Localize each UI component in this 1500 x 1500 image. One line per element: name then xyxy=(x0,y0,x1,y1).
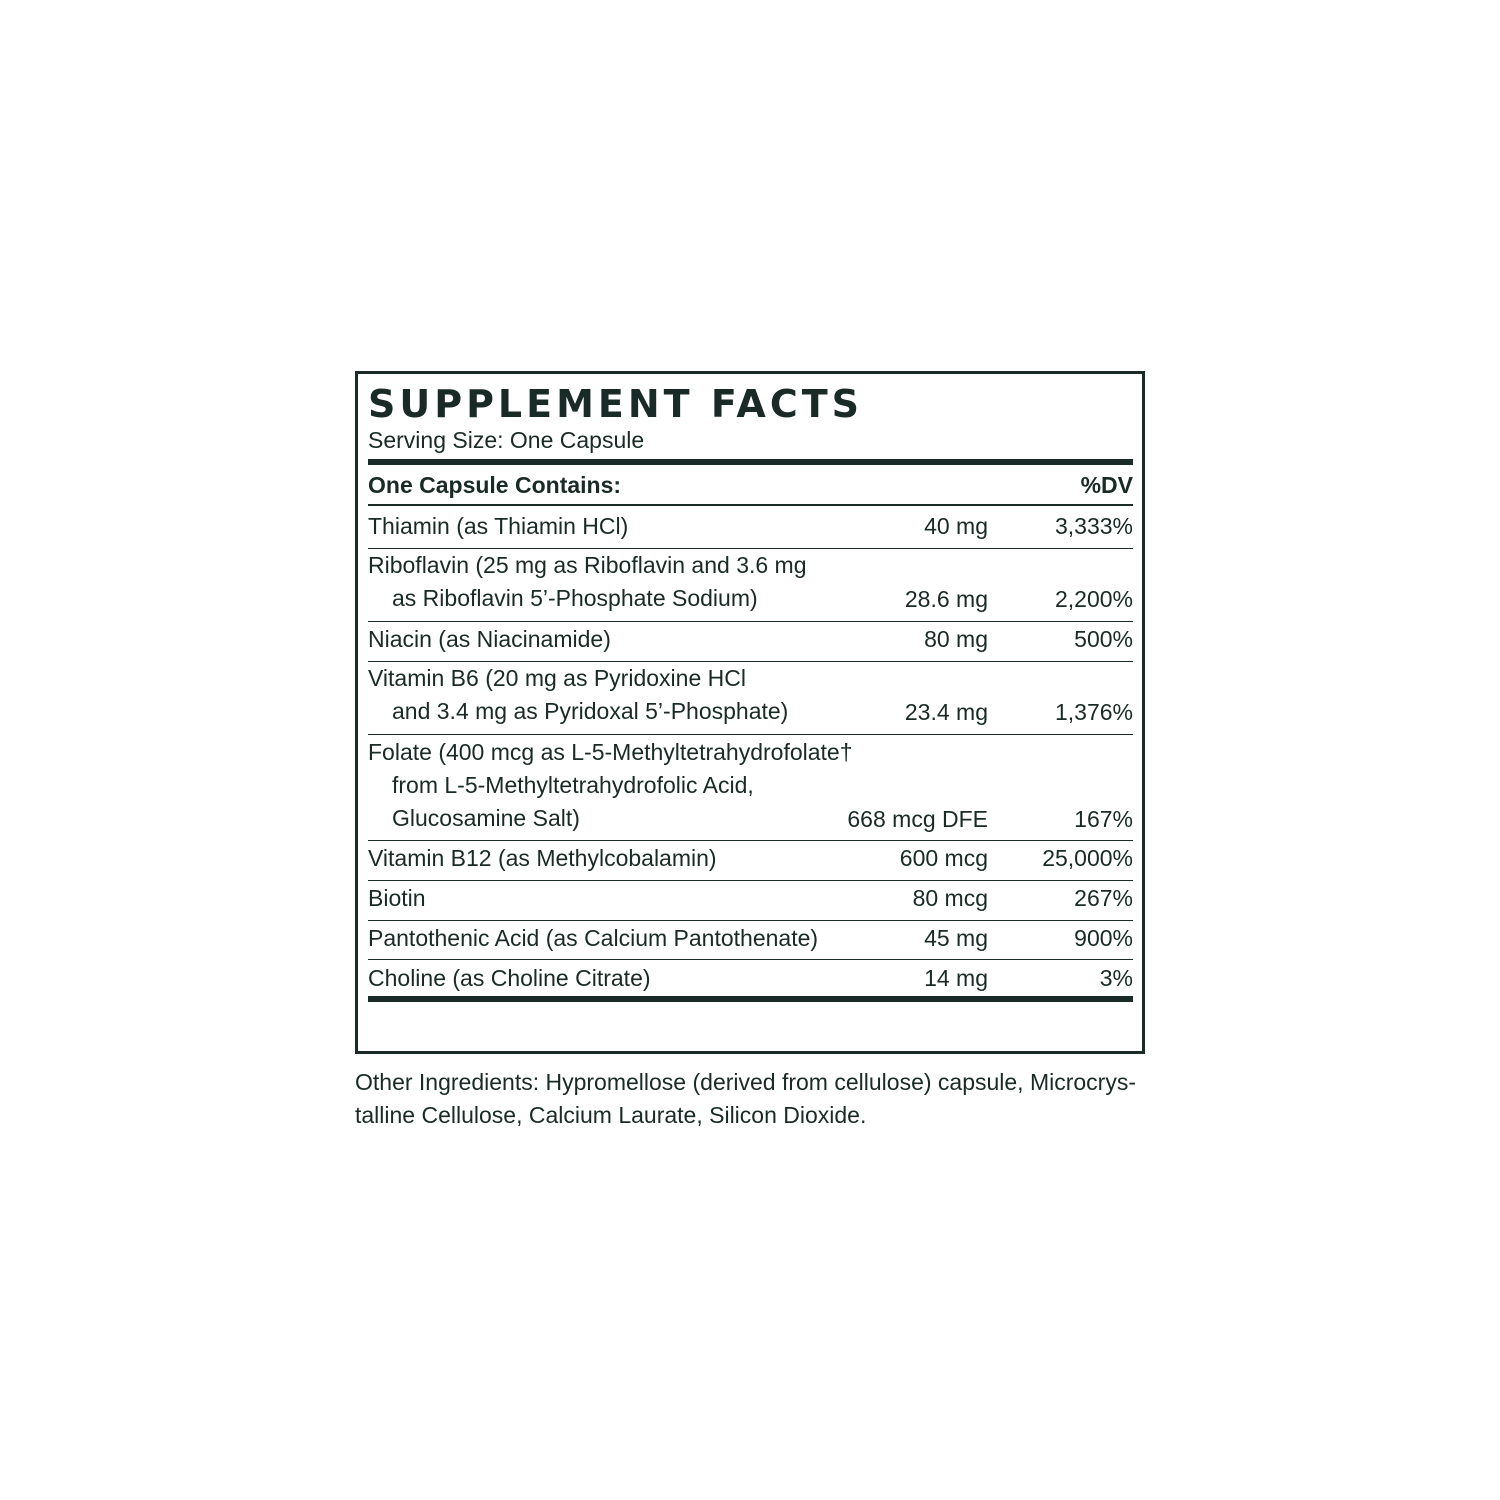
nutrient-name-line: Biotin xyxy=(368,885,426,911)
nutrient-dv: 3,333% xyxy=(1054,513,1133,539)
header-divider xyxy=(368,504,1133,506)
nutrient-amount: 668 mcg DFE xyxy=(847,806,988,832)
nutrient-name xyxy=(368,882,868,915)
thick-divider xyxy=(368,459,1133,465)
nutrient-amount: 80 mcg xyxy=(912,885,988,911)
nutrient-dv: 167% xyxy=(1074,806,1133,832)
row-divider xyxy=(368,880,1133,881)
nutrient-amount: 23.4 mg xyxy=(904,699,988,725)
nutrient-name xyxy=(368,736,868,835)
nutrient-amount: 600 mcg xyxy=(899,845,988,871)
row-divider xyxy=(368,959,1133,960)
nutrient-row-folate xyxy=(368,736,1133,836)
nutrient-name xyxy=(368,623,868,656)
nutrient-name-line: Vitamin B6 (20 mg as Pyridoxine HCl xyxy=(368,665,746,691)
supplement-facts-panel xyxy=(355,371,1145,1054)
nutrient-dv: 3% xyxy=(1099,965,1133,991)
header-contains: One Capsule Contains: xyxy=(368,472,622,498)
nutrient-row-vitamin-b6 xyxy=(368,662,1133,729)
other-ingredients-line: Other Ingredients: Hypromellose (derived from cellulose) capsule, Microcrys- xyxy=(355,1069,1137,1095)
nutrient-name-line: Folate (400 mcg as L-5-Methyltetrahydrofolate† xyxy=(368,739,853,765)
nutrient-row-vitamin-b12 xyxy=(368,842,1133,875)
bottom-thick-divider xyxy=(368,996,1133,1002)
serving-size: Serving Size: One Capsule xyxy=(368,427,645,453)
nutrient-row-pantothenic-acid xyxy=(368,922,1133,955)
row-divider xyxy=(368,621,1133,622)
nutrient-row-thiamin xyxy=(368,510,1133,543)
nutrient-name-line: Thiamin (as Thiamin HCl) xyxy=(368,513,629,539)
header-dv: %DV xyxy=(1080,472,1133,498)
nutrient-name-line: as Riboflavin 5’-Phosphate Sodium) xyxy=(392,585,758,611)
nutrient-name xyxy=(368,962,868,995)
nutrient-name xyxy=(368,922,868,955)
nutrient-amount: 45 mg xyxy=(924,925,988,951)
row-divider xyxy=(368,920,1133,921)
other-ingredients-line: talline Cellulose, Calcium Laurate, Silicon Dioxide. xyxy=(355,1102,867,1128)
nutrient-name xyxy=(368,662,868,728)
nutrient-name-line: Choline (as Choline Citrate) xyxy=(368,965,651,991)
nutrient-dv: 25,000% xyxy=(1042,845,1133,871)
row-divider xyxy=(368,734,1133,735)
nutrient-dv: 1,376% xyxy=(1054,699,1133,725)
column-header-row xyxy=(368,468,1133,502)
nutrient-name xyxy=(368,510,868,543)
nutrient-dv: 267% xyxy=(1074,885,1133,911)
other-ingredients xyxy=(355,1066,1145,1132)
nutrient-dv: 500% xyxy=(1074,626,1133,652)
nutrient-name xyxy=(368,842,868,875)
nutrient-name-line: and 3.4 mg as Pyridoxal 5’-Phosphate) xyxy=(392,698,789,724)
nutrient-name xyxy=(368,549,868,615)
row-divider xyxy=(368,840,1133,841)
nutrient-name-line: Riboflavin (25 mg as Riboflavin and 3.6 mg xyxy=(368,552,807,578)
nutrient-amount: 14 mg xyxy=(924,965,988,991)
nutrient-name-line: from L-5-Methyltetrahydrofolic Acid, xyxy=(392,772,754,798)
nutrient-row-choline xyxy=(368,962,1133,995)
nutrient-row-niacin xyxy=(368,623,1133,656)
nutrient-dv: 2,200% xyxy=(1054,586,1133,612)
nutrient-name-line: Glucosamine Salt) xyxy=(392,805,580,831)
nutrient-dv: 900% xyxy=(1074,925,1133,951)
nutrient-amount: 40 mg xyxy=(924,513,988,539)
facts-title: SUPPLEMENT FACTS xyxy=(368,382,864,426)
nutrient-amount: 28.6 mg xyxy=(904,586,988,612)
nutrient-name-line: Niacin (as Niacinamide) xyxy=(368,626,611,652)
nutrient-name-line: Pantothenic Acid (as Calcium Pantothenate) xyxy=(368,925,819,951)
nutrient-row-riboflavin xyxy=(368,549,1133,616)
nutrient-amount: 80 mg xyxy=(924,626,988,652)
nutrient-row-biotin xyxy=(368,882,1133,915)
nutrient-name-line: Vitamin B12 (as Methylcobalamin) xyxy=(368,845,717,871)
